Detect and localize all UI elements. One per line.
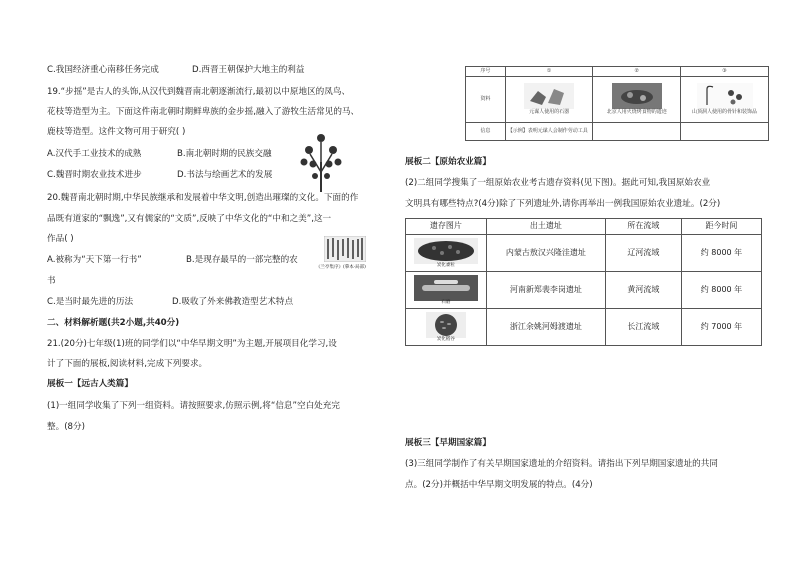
stone-tool-caption: 元谋人使用的石器 [529,109,570,116]
bone-needle-image [697,83,753,109]
basin-cell: 辽河流域 [605,235,681,272]
table-1-archaeology-data [465,66,769,141]
q20-option-b-cont: 书 [47,276,56,286]
row-label-data: 资料 [466,77,506,123]
site-cell: 河南新郑裴李岗遗址 [486,272,605,309]
q20-line-2: 品既有道家的“飘逸”,又有儒家的“文质”,反映了中华文化的“中和之美”,这一 [47,214,332,224]
millstone-image-cell [406,272,487,309]
q19-option-a: A.汉代手工业技术的成熟 [47,149,142,159]
carbonized-millet-image [414,238,478,264]
info-cell-3[interactable] [681,123,769,141]
q18-option-d: D.西晋王朝保护大地主的利益 [192,65,305,75]
q21-line-2: 计了下面的展板,阅读材料,完成下列要求。 [47,359,208,369]
col-1-number: ① [505,67,593,77]
basin-cell: 黄河流域 [605,272,681,309]
board3-line-1: (3)三组同学制作了有关早期国家遗址的介绍资料。请指出下列早期国家遗址的共同 [405,459,718,469]
header-time: 距今时间 [681,219,761,235]
q21-line-1: 21.(20分)七年级(1)班的同学们以“中华早期文明”为主题,开展项目化学习,设 [47,339,337,349]
board3-title: 展板三【早期国家篇】 [405,438,491,448]
time-cell: 约 8000 年 [681,272,761,309]
row-label-index: 序号 [466,67,506,77]
millet-label: 炭化黍粒 [436,262,455,268]
bone-needle-caption: 山顶洞人使用的骨针和装饰品 [692,109,758,116]
stone-tool-cell [505,77,593,123]
q20-line-3: 作品( ) [47,234,74,244]
table-2-agriculture-sites [405,218,762,346]
q19-line-1: 19.“步摇”是古人的头饰,从汉代到魏晋南北朝逐渐流行,最初以中原地区的凤鸟、 [47,87,351,97]
rice-label: 炭化稻谷 [436,336,455,342]
q19-option-d: D.书法与绘画艺术的发展 [177,170,273,180]
header-basin: 所在流域 [605,219,681,235]
lantingji-calligraphy-image [324,236,366,262]
row-label-info: 信息 [466,123,506,141]
millstone-label: 石磨 [441,299,451,305]
q18-option-c: C.我国经济重心南移任务完成 [47,65,159,75]
q20-option-a: A.被称为“天下第一行书” [47,255,142,265]
carbonized-rice-image [426,312,466,338]
fire-remains-cell [593,77,681,123]
board1-line-2: 整。(8分) [47,422,85,432]
millet-image-cell [406,235,487,272]
table-row [406,309,762,346]
basin-cell: 长江流域 [605,309,681,346]
col-3-number: ③ [681,67,769,77]
board1-line-1: (1)一组同学收集了下列一组资料。请按照要求,仿照示例,将“信息”空白处充完 [47,401,340,411]
table-row [406,272,762,309]
header-image: 遗存图片 [406,219,487,235]
board2-title: 展板二【原始农业篇】 [405,157,491,167]
info-cell-1: 【示例】表明元谋人会制作劳动工具 [505,123,593,141]
q19-option-b: B.南北朝时期的民族交融 [177,149,272,159]
info-cell-2[interactable] [593,123,681,141]
q20-option-c: C.是当时最先进的历法 [47,297,134,307]
site-cell: 内蒙古敖汉兴隆洼遗址 [486,235,605,272]
fire-remains-caption: 北京人用火烧烤食物的遗迹 [606,109,667,116]
q19-option-c: C.魏晋时期农业技术进步 [47,170,142,180]
q20-line-1: 20.魏晋南北朝时期,中华民族继承和发展着中华文明,创造出璀璨的文化。下面的作 [47,193,359,203]
section-2-heading: 二、材料解析题(共2小题,共40分) [47,318,180,328]
lantingji-caption: 《兰亭集序》(摹本·局部) [316,265,366,270]
header-site: 出土遗址 [486,219,605,235]
gold-buyao-image [300,132,342,194]
board2-line-1: (2)二组同学搜集了一组原始农业考古遗存资料(见下图)。据此可知,我国原始农业 [405,178,711,188]
col-2-number: ② [593,67,681,77]
q19-line-3: 鹿枝等造型。这件文物可用于研究( ) [47,127,186,137]
site-cell: 浙江余姚河姆渡遗址 [486,309,605,346]
bone-needle-cell [681,77,769,123]
stone-tool-image [524,83,574,109]
q20-option-b: B.是现存最早的一部完整的农 [186,255,298,265]
time-cell: 约 8000 年 [681,235,761,272]
board3-line-2: 点。(2分)并概括中华早期文明发展的特点。(4分) [405,480,593,490]
table-row [406,235,762,272]
board1-title: 展板一【远古人类篇】 [47,379,133,389]
time-cell: 约 7000 年 [681,309,761,346]
fire-remains-image [612,83,662,109]
q19-line-2: 花枝等造型为主。下面这件南北朝时期鲜卑族的金步摇,融入了游牧生活常见的马、 [47,107,360,117]
rice-image-cell [406,309,487,346]
board2-line-2: 文明具有哪些特点?(4分)除了下列遗址外,请你再举出一例我国原始农业遗址。(2分) [405,199,721,209]
stone-mill-image [414,275,478,301]
q20-option-d: D.吸收了外来佛教造型艺术特点 [172,297,294,307]
